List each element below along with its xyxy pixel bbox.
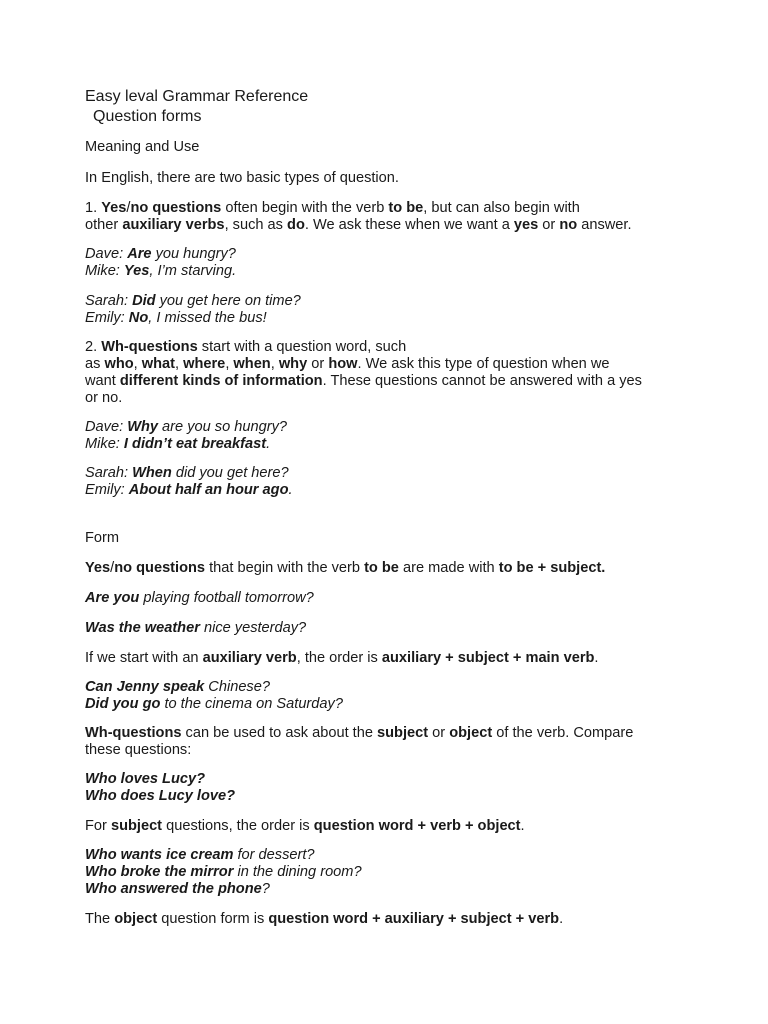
text-run: for dessert? [233, 847, 315, 863]
text-run: or [538, 217, 560, 233]
bold-text: who [104, 356, 134, 372]
example-sentence [85, 590, 688, 607]
text-run: did you get here? [171, 465, 289, 481]
example-dialogue [85, 419, 688, 453]
text-run: , [175, 356, 184, 372]
bold-text: Who broke the mirror [85, 864, 234, 880]
bold-text: Did [132, 293, 156, 309]
text-run: other [85, 217, 123, 233]
bold-text: when [233, 356, 271, 372]
text-run: If we start with an [85, 650, 203, 666]
bold-text: When [132, 465, 172, 481]
paragraph-subject-object [85, 725, 688, 759]
paragraph-yes-no [85, 200, 688, 234]
bold-text: Can Jenny speak [85, 679, 205, 695]
text-run: as [85, 356, 105, 372]
document-title [85, 87, 688, 127]
bold-text: About half an hour ago [128, 482, 289, 498]
text-run: , I’m starving. [149, 263, 237, 279]
text-run: question form is [157, 911, 269, 927]
example-sentence [85, 620, 688, 637]
bold-text: Yes [123, 263, 150, 279]
example-sentences [85, 679, 688, 713]
text-run: Emily: [85, 482, 129, 498]
bold-text: do [287, 217, 305, 233]
bold-text: No [128, 310, 149, 326]
text-run: you get here on time? [155, 293, 301, 309]
text-run: Sarah: [85, 465, 133, 481]
bold-text: to be [388, 200, 424, 216]
text-run: want [85, 373, 120, 389]
intro-paragraph: In English, there are two basic types of question. [85, 170, 399, 186]
example-sentences [85, 771, 688, 805]
text-run: . [266, 436, 271, 452]
bold-text: object [449, 725, 493, 741]
bold-text: Are you [85, 590, 140, 606]
text-run: Mike: [85, 263, 124, 279]
example-dialogue [85, 246, 688, 280]
text-run: or [307, 356, 329, 372]
bold-text: Wh-questions [85, 725, 182, 741]
text-run: 2. [85, 339, 102, 355]
text-run: these questions: [85, 742, 192, 758]
section-heading-form: Form [85, 530, 120, 546]
bold-text: subject [110, 818, 163, 834]
text-run: Emily: [85, 310, 129, 326]
subtitle-text: Question forms [93, 108, 202, 125]
text-run: questions, the order is [162, 818, 314, 834]
text-run: start with a question word, such [197, 339, 407, 355]
bold-text: Yes [85, 560, 111, 576]
bold-text: Who wants ice cream [85, 847, 234, 863]
text-run: Chinese? [204, 679, 270, 695]
text-run: or [428, 725, 450, 741]
text-run: . We ask this type of question when we [357, 356, 610, 372]
bold-text: how [328, 356, 358, 372]
text-run: 1. [85, 200, 102, 216]
bold-text: Wh-questions [101, 339, 198, 355]
text-run: nice yesterday? [199, 620, 307, 636]
bold-text: Who does Lucy love? [85, 788, 236, 804]
bold-text: auxiliary verb [202, 650, 297, 666]
example-dialogue [85, 293, 688, 327]
bold-text: no questions [130, 200, 222, 216]
example-sentences [85, 847, 688, 898]
text-run: or no. [85, 390, 123, 406]
bold-text: what [141, 356, 176, 372]
text-run: in the dining room? [233, 864, 362, 880]
bold-text: why [278, 356, 308, 372]
text-run: playing football tomorrow? [139, 590, 314, 606]
text-run: . [559, 911, 564, 927]
text-run: . These questions cannot be answered with a yes [322, 373, 642, 389]
bold-text: Why [127, 419, 158, 435]
bold-text: question word + auxiliary + subject + verb [268, 911, 560, 927]
text-run: Sarah: [85, 293, 133, 309]
bold-text: Are [127, 246, 152, 262]
text-run: are made with [398, 560, 499, 576]
paragraph-wh-questions [85, 339, 688, 407]
bold-text: subject [377, 725, 429, 741]
text-run: / [126, 200, 131, 216]
text-run: . [594, 650, 599, 666]
text-run: , [133, 356, 142, 372]
bold-text: to be [364, 560, 399, 576]
bold-text: auxiliary verbs [122, 217, 225, 233]
text-run: , I missed the bus! [148, 310, 267, 326]
text-run: . [288, 482, 293, 498]
bold-text: object [114, 911, 158, 927]
text-run: . [520, 818, 525, 834]
bold-text: Who answered the phone [85, 881, 262, 897]
text-run: are you so hungry? [158, 419, 287, 435]
bold-text: no [559, 217, 578, 233]
text-run: of the verb. Compare [492, 725, 634, 741]
bold-text: no questions [114, 560, 206, 576]
bold-text: to be + subject. [498, 560, 606, 576]
text-run: . We ask these when we want a [304, 217, 514, 233]
text-run: Dave: [85, 419, 128, 435]
text-run: Mike: [85, 436, 124, 452]
paragraph-object-questions [85, 911, 688, 928]
title-text: Easy leval Grammar Reference [85, 88, 309, 105]
text-run: answer. [577, 217, 632, 233]
text-run: Dave: [85, 246, 128, 262]
bold-text: where [183, 356, 226, 372]
paragraph-to-be [85, 560, 688, 577]
text-run: , [270, 356, 279, 372]
paragraph-subject-questions [85, 818, 688, 835]
text-run: / [110, 560, 115, 576]
example-dialogue [85, 465, 688, 499]
text-run: often begin with the verb [221, 200, 389, 216]
bold-text: auxiliary + subject + main verb [381, 650, 595, 666]
text-run: , the order is [296, 650, 382, 666]
text-run: that begin with the verb [205, 560, 365, 576]
bold-text: Did you go [85, 696, 161, 712]
bold-text: yes [513, 217, 539, 233]
bold-text: Was the weather [85, 620, 200, 636]
section-heading-meaning: Meaning and Use [85, 139, 200, 155]
text-run: you hungry? [151, 246, 236, 262]
text-run: can be used to ask about the [181, 725, 378, 741]
bold-text: Who loves Lucy? [85, 771, 206, 787]
bold-text: I didn’t eat breakfast [123, 436, 267, 452]
text-run: ? [261, 881, 270, 897]
bold-text: different kinds of information [119, 373, 323, 389]
bold-text: question word + verb + object [313, 818, 521, 834]
bold-text: Yes [101, 200, 127, 216]
text-run: , [225, 356, 234, 372]
text-run: For [85, 818, 111, 834]
paragraph-auxiliary [85, 650, 688, 667]
text-run: , but can also begin with [423, 200, 580, 216]
text-run: The [85, 911, 115, 927]
text-run: , such as [224, 217, 288, 233]
text-run: to the cinema on Saturday? [160, 696, 343, 712]
